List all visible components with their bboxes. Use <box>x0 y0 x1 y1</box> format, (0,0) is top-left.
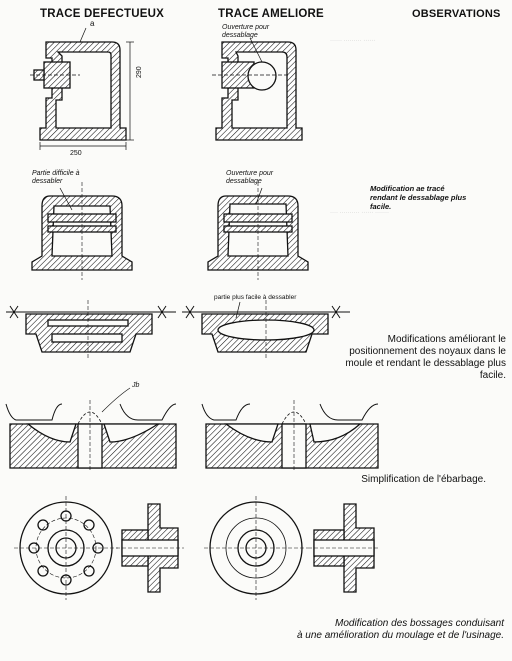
label-a: a <box>90 19 95 28</box>
row4-improved-drawing <box>202 400 378 470</box>
row1-improved-label: Ouverture pour dessablage <box>222 24 270 39</box>
dimension-width: 250 <box>70 150 82 157</box>
row5-defective-flange-front <box>14 496 118 600</box>
row1-defective-drawing <box>30 28 134 150</box>
row3-observation: Modifications améliorant le positionnement des noyaux dans le moule et rendant le dessablage plus facile. <box>345 334 506 381</box>
row5-defective-flange-section <box>116 504 184 592</box>
row2-improved-drawing <box>208 182 308 280</box>
bleed-through-text: ···· ·········· ······ ······· <box>330 210 389 216</box>
row5-improved-flange-section <box>308 504 380 592</box>
row2-defective-drawing <box>32 182 132 280</box>
row4-defective-label: Jb <box>132 382 140 389</box>
row2-observation: Modification ae tracé rendant le dessablage plus facile. <box>370 184 467 211</box>
bleed-through-text: ······ ········· ······ <box>330 38 376 44</box>
dimension-height: 290 <box>136 66 143 78</box>
row4-defective-drawing <box>6 388 176 470</box>
row3-improved-label: partie plus facile à dessabler <box>214 294 297 301</box>
row3-defective-drawing <box>6 300 176 360</box>
row5-observation: Modification des bossages conduisant à une amélioration du moulage et de l'usinage. <box>296 618 504 641</box>
row1-improved-drawing <box>212 38 302 140</box>
row4-observation: Simplification de l'ébarbage. <box>361 474 486 485</box>
header-defective: TRACE DEFECTUEUX <box>40 8 164 20</box>
header-observations: OBSERVATIONS <box>412 8 501 20</box>
row5-improved-flange-front <box>204 496 308 600</box>
row2-improved-label: Ouverture pour dessablage <box>226 170 274 185</box>
header-improved: TRACE AMELIORE <box>218 8 324 20</box>
row2-defective-label: Partie difficile à dessabler <box>32 170 80 185</box>
